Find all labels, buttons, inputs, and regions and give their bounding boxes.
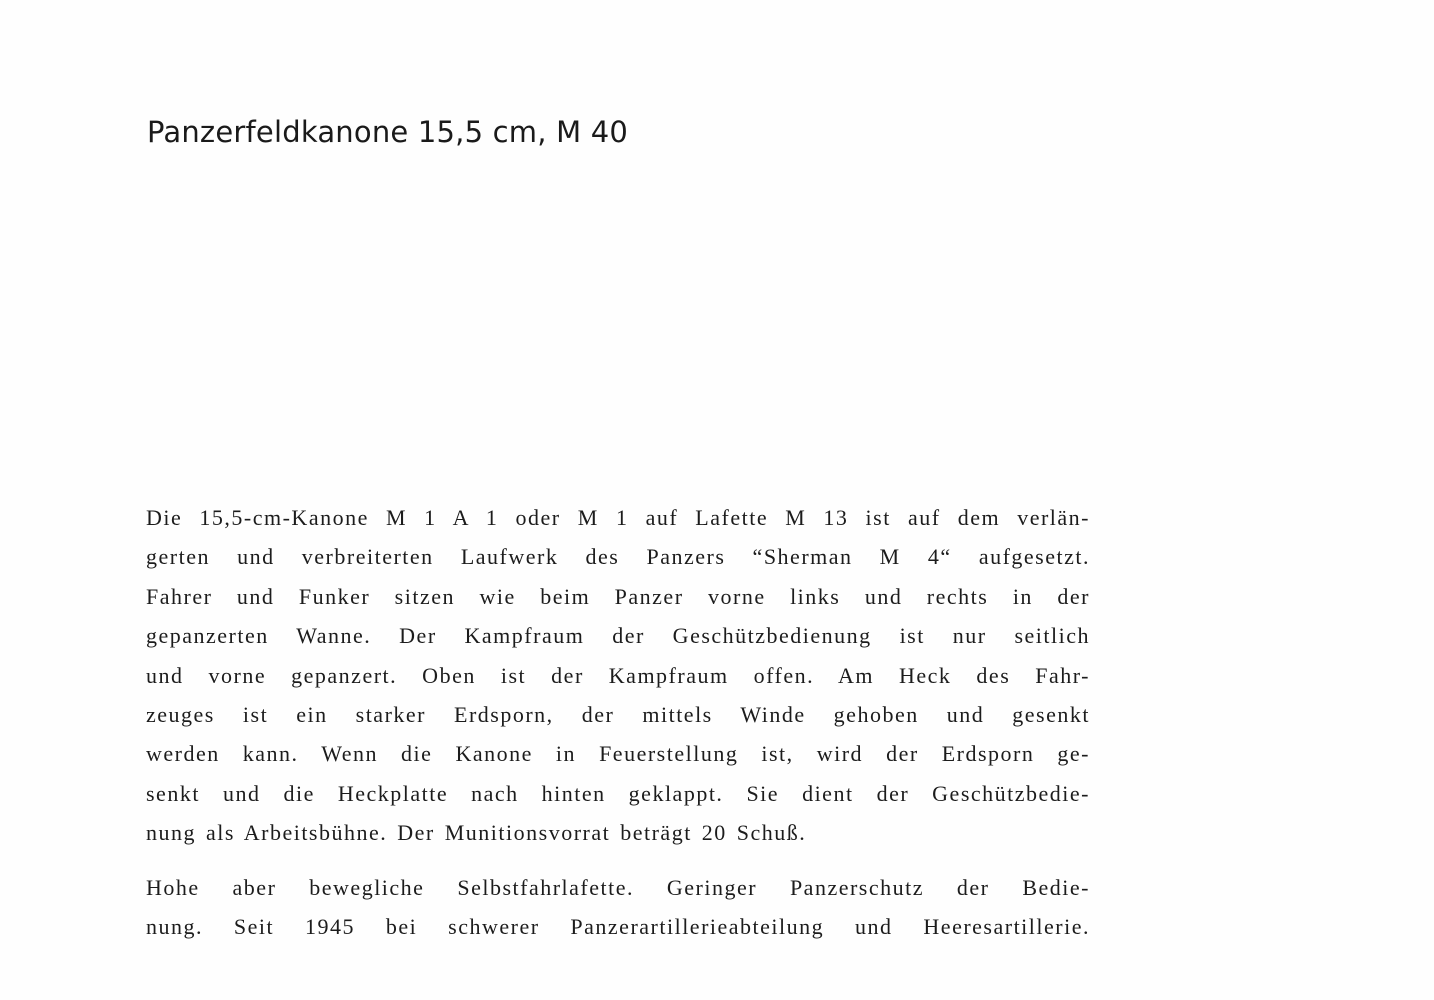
- text-line: Fahrer und Funker sitzen wie beim Panzer vorne links und rechts in der: [146, 583, 1090, 609]
- paragraph-assessment: [146, 868, 1090, 947]
- text-line: nung. Seit 1945 bei schwerer Panzerartillerieabteilung und Heeresartillerie.: [146, 914, 1090, 940]
- text-line: nung als Arbeitsbühne. Der Munitionsvorrat beträgt 20 Schuß.: [146, 820, 807, 846]
- text-line: und vorne gepanzert. Oben ist der Kampfraum offen. Am Heck des Fahr-: [146, 662, 1090, 688]
- text-line: Die 15,5-cm-Kanone M 1 A 1 oder M 1 auf Lafette M 13 ist auf dem verlän-: [146, 505, 1090, 530]
- paragraph-description: [146, 498, 1090, 853]
- page-title: Panzerfeldkanone 15,5 cm, M 40: [147, 115, 629, 149]
- text-line: werden kann. Wenn die Kanone in Feuerstellung ist, wird der Erdsporn ge-: [146, 741, 1090, 767]
- text-line: gepanzerten Wanne. Der Kampfraum der Geschützbedienung ist nur seitlich: [146, 623, 1090, 649]
- text-line: gerten und verbreiterten Laufwerk des Panzers “Sherman M 4“ aufgesetzt.: [146, 544, 1090, 570]
- text-line: Hohe aber bewegliche Selbstfahrlafette. Geringer Panzerschutz der Bedie-: [146, 875, 1090, 900]
- text-line: zeuges ist ein starker Erdsporn, der mittels Winde gehoben und gesenkt: [146, 702, 1090, 728]
- text-line: senkt und die Heckplatte nach hinten geklappt. Sie dient der Geschützbedie-: [146, 780, 1090, 806]
